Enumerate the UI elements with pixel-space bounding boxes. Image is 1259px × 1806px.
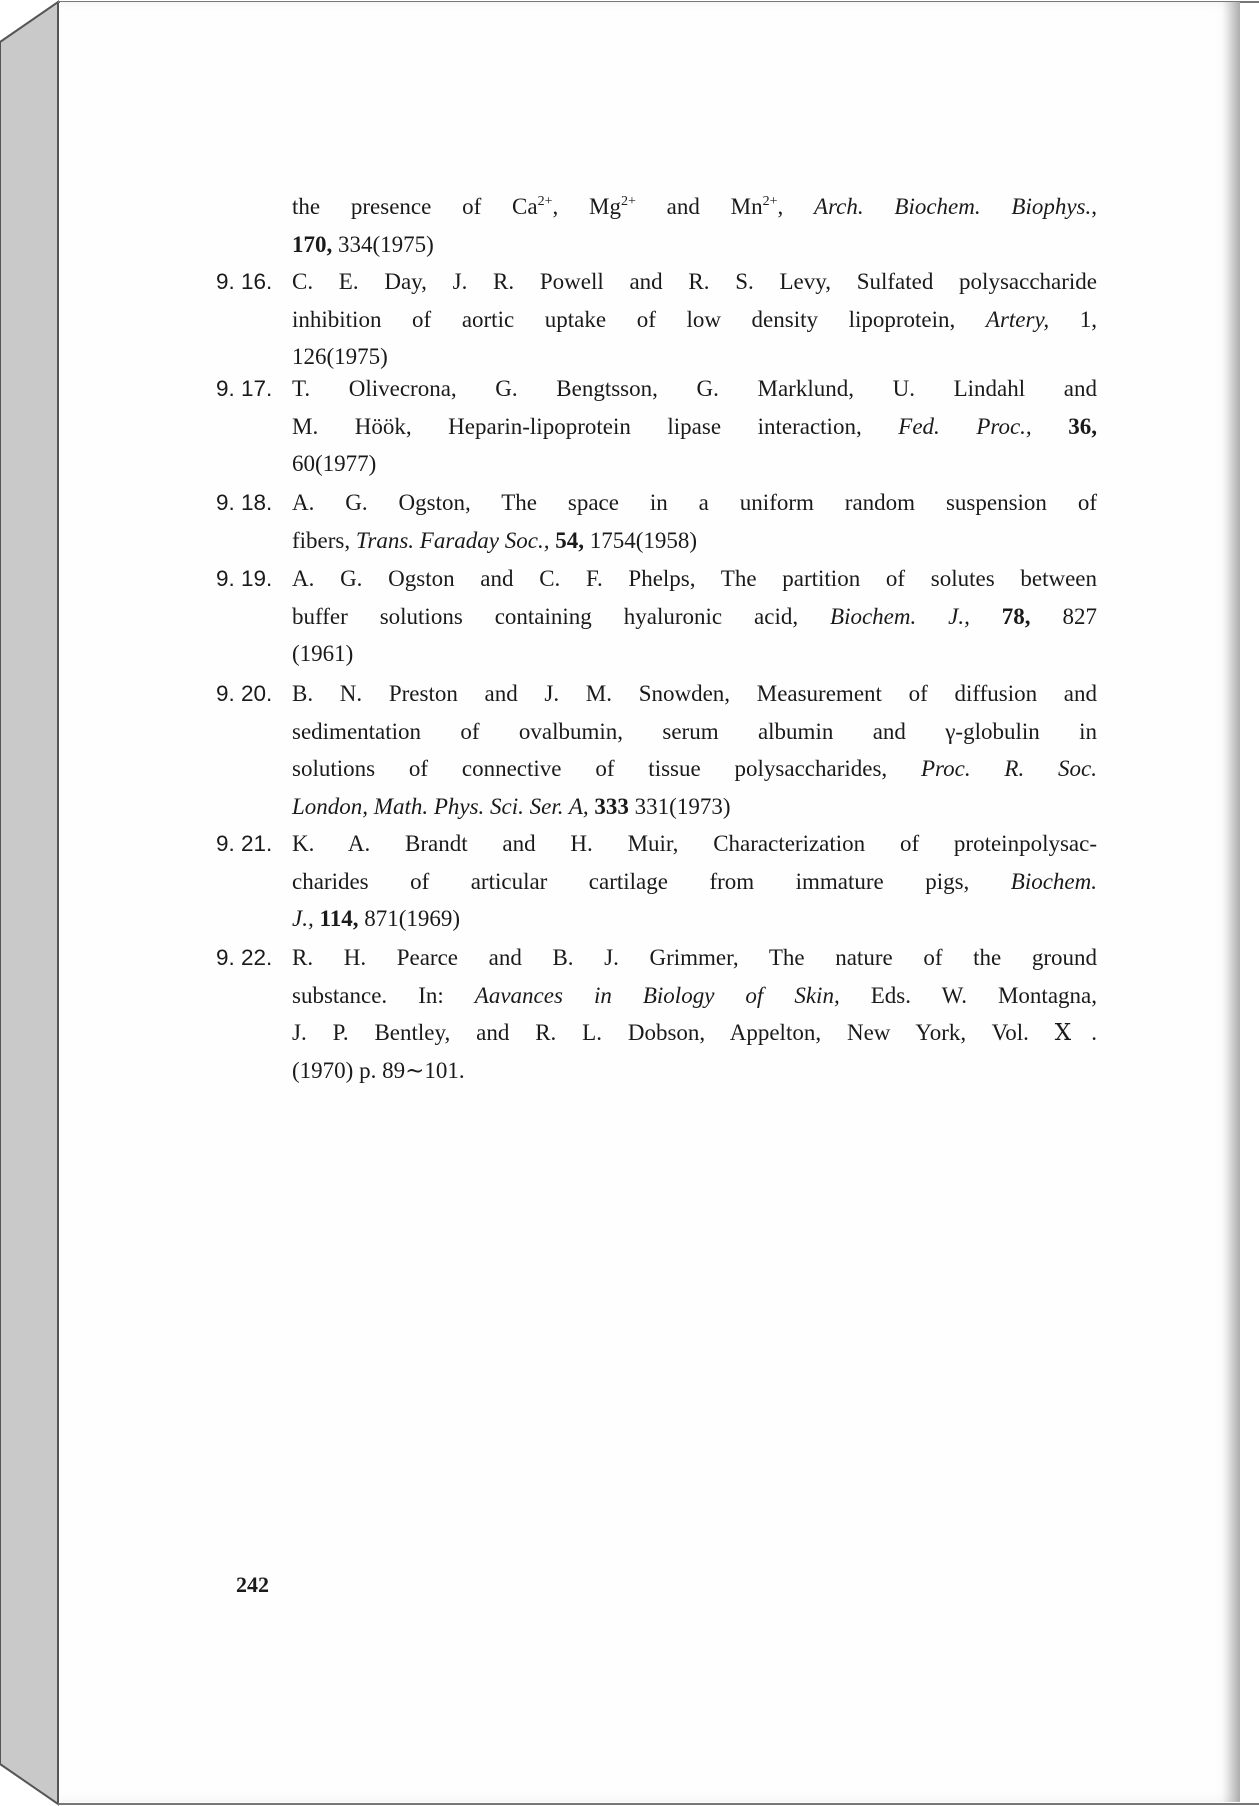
reference-line: K. A. Brandt and H. Muir, Characterization of proteinpolysac- <box>292 831 1097 856</box>
reference-number: 9. 17. <box>216 376 273 401</box>
reference-line: T. Olivecrona, G. Bengtsson, G. Marklund, U. Lindahl and <box>292 376 1097 401</box>
reference-line: A. G. Ogston, The space in a uniform random suspension of <box>292 490 1097 515</box>
reference-line: the presence of $Ca^{2+}$, $Mg^{2+}$ and $Mn^{2+}$, Arch. Biochem. Biophys., <box>292 194 1097 219</box>
reference-line: (1970) p. 89∼101. <box>292 1057 465 1083</box>
page <box>60 2 1240 1802</box>
reference-number: 9. 18. <box>216 490 273 515</box>
reference-line: sedimentation of ovalbumin, serum albumin and γ-globulin in <box>292 718 1097 744</box>
reference-line: J. P. Bentley, and R. L. Dobson, Appelton, New York, Vol. Ⅹ. <box>292 1020 1097 1045</box>
reference-number: 9. 16. <box>216 269 273 294</box>
reference-line: 170, 334(1975) <box>292 231 434 257</box>
reference-line: A. G. Ogston and C. F. Phelps, The partition of solutes between <box>292 566 1097 591</box>
reference-line: C. E. Day, J. R. Powell and R. S. Levy, Sulfated polysaccharide <box>292 269 1097 294</box>
reference-line: R. H. Pearce and B. J. Grimmer, The nature of the ground <box>292 945 1097 970</box>
reference-number: 9. 19. <box>216 566 273 591</box>
reference-number: 9. 21. <box>216 831 273 856</box>
reference-line: (1961) <box>292 641 354 666</box>
reference-line: fibers, Trans. Faraday Soc., 54, 1754(1958) <box>292 527 698 553</box>
reference-line: charides of articular cartilage from immature pigs, Biochem. <box>292 868 1097 894</box>
reference-line: solutions of connective of tissue polysaccharides, Proc. R. Soc. <box>292 756 1097 781</box>
reference-line: London, Math. Phys. Sci. Ser. A, 333 331(1973) <box>292 793 731 819</box>
reference-line: inhibition of aortic uptake of low density lipoprotein, Artery, 1, <box>292 306 1097 332</box>
reference-line: 60(1977) <box>292 451 377 476</box>
reference-list <box>60 2 1240 1802</box>
reference-line: 126(1975) <box>292 344 388 369</box>
reference-line: J., 114, 871(1969) <box>292 906 461 931</box>
reference-number: 9. 20. <box>216 681 273 706</box>
reference-line: buffer solutions containing hyaluronic acid, Biochem. J., 78, 827 <box>292 603 1097 629</box>
reference-number: 9. 22. <box>216 945 273 970</box>
reference-line: B. N. Preston and J. M. Snowden, Measurement of diffusion and <box>292 681 1097 706</box>
reference-line: substance. In: Aavances in Biology of Skin, Eds. W. Montagna, <box>292 982 1097 1008</box>
reference-line: M. Höök, Heparin-lipoprotein lipase interaction, Fed. Proc., 36, <box>292 413 1097 439</box>
page-number: 242 <box>236 1572 269 1597</box>
